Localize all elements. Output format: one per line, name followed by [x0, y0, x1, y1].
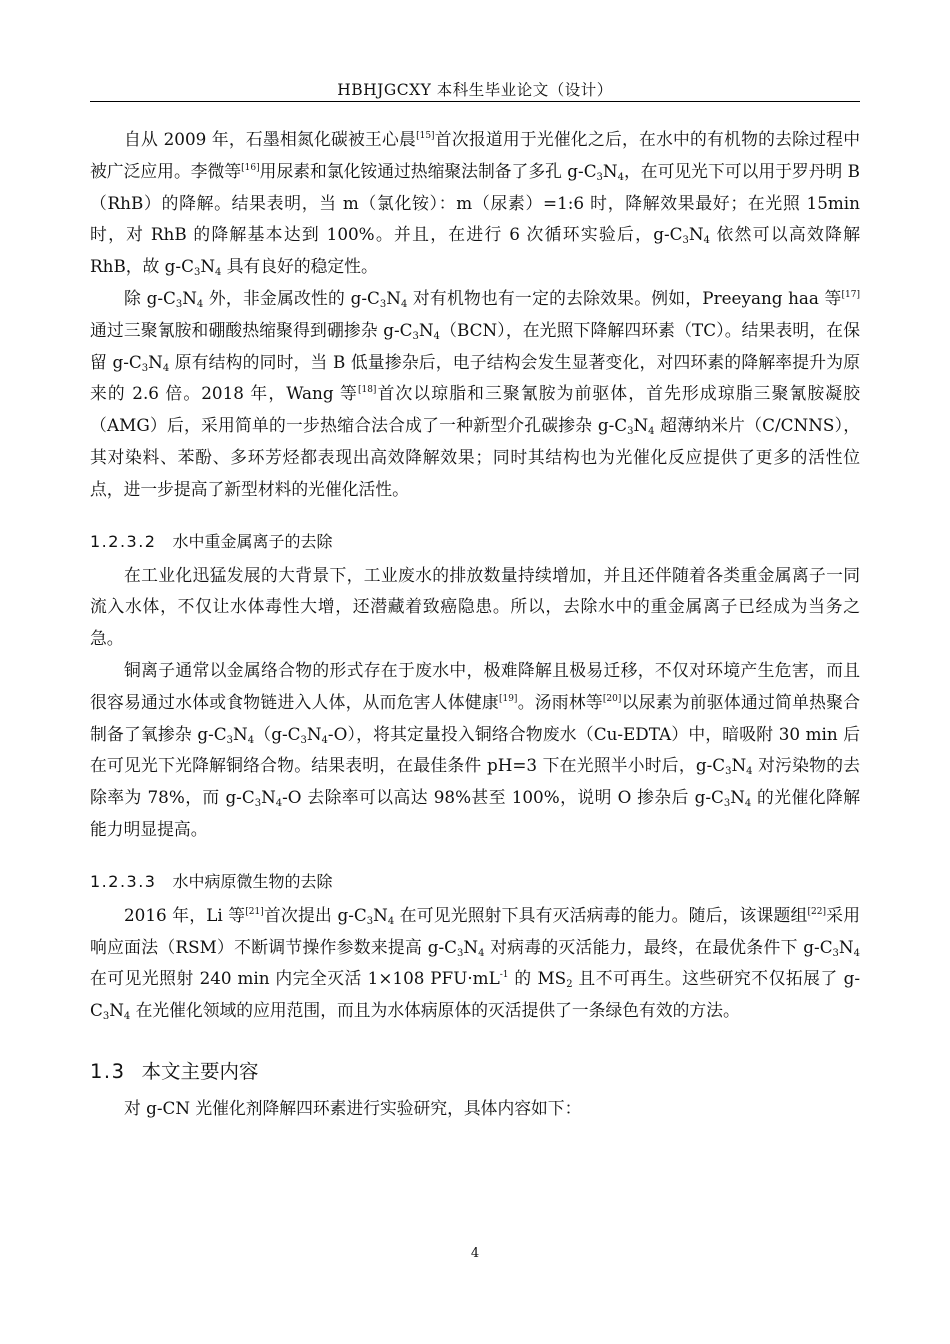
subscript: 4 — [744, 798, 752, 810]
subscript: 3 — [725, 766, 732, 778]
text-run: 在工业化迅猛发展的大背景下，工业废水的排放数量持续增加，并且还伴随着各类重金属离子一同流入水体，不仅让水体毒性大增，还潜藏着致癌隐患。所以，去除水中的重金属离子已经成为当务之急。 — [90, 564, 860, 649]
text-run: N — [261, 787, 276, 808]
subscript: 3 — [596, 171, 603, 183]
text-run: N — [200, 256, 215, 277]
text-run: ，在可见光下可以用于罗丹明 B（RhB）的降解。结果表明，当 m（氯化铵）：m（尿素）=1:6 时，降解效果最好；在光照 15min 时，对 RhB 的降解基本达到 100%。并且，在进行 6 次循环实验后，g-C — [90, 160, 860, 245]
text-run: N — [386, 287, 401, 308]
subscript: 3 — [300, 734, 307, 746]
subscript: 3 — [832, 947, 839, 959]
subscript: 4 — [215, 267, 222, 279]
section-number: 1.2.3.2 — [90, 531, 157, 551]
subscript: 3 — [627, 426, 634, 438]
text-run: 对病毒的灭活能力，最终，在最优条件下 g-C — [484, 936, 833, 957]
subscript: 4 — [703, 235, 710, 247]
text-run: N — [109, 1000, 124, 1021]
subscript: 4 — [433, 330, 440, 342]
body-paragraph — [90, 655, 860, 846]
text-run: N — [182, 287, 197, 308]
text-run: N — [418, 319, 434, 340]
text-run: 且不可再生。这些研究不仅拓展了 g-C — [90, 968, 860, 1021]
section-heading — [90, 528, 860, 556]
chapter-section-heading — [90, 1057, 860, 1087]
subscript: 3 — [102, 1011, 110, 1023]
superscript: [22] — [807, 906, 827, 917]
text-run: N — [731, 755, 747, 776]
subscript: 4 — [275, 798, 283, 810]
text-run: 对有机物也有一定的去除效果。例如，Preeyang haa 等 — [407, 287, 842, 308]
superscript: [19] — [498, 693, 518, 704]
subscript: 4 — [853, 947, 860, 959]
body-paragraph — [90, 283, 860, 506]
text-run: 的 MS — [508, 968, 567, 989]
text-run: N — [373, 904, 388, 925]
text-run: 首次提出 g-C — [263, 904, 367, 925]
subscript: 4 — [321, 734, 328, 746]
subscript: 4 — [478, 947, 485, 959]
superscript: -1 — [499, 970, 509, 981]
page-number: 4 — [470, 1246, 480, 1261]
superscript: [18] — [357, 385, 377, 396]
text-run: 除 g-C — [124, 287, 176, 308]
text-run: 首次以琼脂和三聚氰胺为前驱体，首先形成琼脂三聚氰胺凝胶（AMG）后，采用简单的一步热缩合法合成了一种新型介孔碳掺杂 g-C — [90, 383, 860, 436]
superscript: [16] — [241, 162, 260, 173]
text-run: N — [730, 787, 745, 808]
text-run: 依然可以高效降解 RhB，故 g-C — [90, 224, 860, 277]
text-run: 超薄纳米片（C/CNNS），其对染料、苯酚、多环芳烃都表现出高效降解效果；同时其结构也为光催化反应提供了更多的活性位点，进一步提高了新型材料的光催化活性。 — [90, 415, 860, 499]
subscript: 3 — [682, 235, 689, 247]
subscript: 3 — [226, 734, 233, 746]
body-paragraph — [90, 560, 860, 655]
text-run: 2016 年，Li 等 — [124, 904, 246, 925]
text-run: 在可见光照射下具有灭活病毒的能力。随后，该课题组 — [394, 904, 808, 925]
body-paragraph — [90, 900, 860, 1027]
text-run: 铜离子通常以金属络合物的形式存在于废水中，极难降解且极易迁移，不仅对环境产生危害，而且很容易通过水体或食物链进入人体，从而危害人体健康 — [90, 659, 860, 712]
subscript: 3 — [457, 947, 464, 959]
text-run: 对 g-CN 光催化剂降解四环素进行实验研究，具体内容如下： — [124, 1097, 582, 1118]
subscript: 3 — [379, 298, 387, 310]
subscript: 3 — [175, 298, 183, 310]
text-run: N — [633, 415, 649, 436]
subscript: 3 — [254, 798, 262, 810]
text-run: N — [838, 936, 854, 957]
subscript: 4 — [162, 362, 170, 374]
subscript: 2 — [566, 979, 573, 991]
subscript: 4 — [123, 1011, 131, 1023]
section-title: 水中重金属离子的去除 — [172, 531, 333, 551]
text-run: 具有良好的稳定性。 — [221, 256, 378, 277]
text-run: N — [306, 723, 322, 744]
subscript: 4 — [648, 426, 655, 438]
text-run: -O 去除率可以高达 98%甚至 100%，说明 O 掺杂后 g-C — [282, 787, 724, 808]
section-heading — [90, 868, 860, 896]
text-run: （BCN），在光照下降解四环素（TC）。结果表明，在保留 g-C — [90, 319, 860, 372]
subscript: 3 — [412, 330, 419, 342]
subscript: 3 — [366, 915, 374, 927]
text-run: 在可见光照射 240 min 内完全灭活 1×108 PFU·mL — [90, 968, 500, 989]
text-run: 对污染物的去除率为 78%，而 g-C — [90, 755, 860, 808]
running-header: HBHJGCXY 本科生毕业论文（设计） — [337, 81, 613, 99]
text-run: 采用响应面法（RSM）不断调节操作参数来提高 g-C — [90, 904, 860, 957]
page-body — [90, 124, 860, 1125]
text-run: -O），将其定量投入铜络合物废水（Cu-EDTA）中，暗吸附 30 min 后在可见光下光降解铜络合物。结果表明，在最佳条件 pH=3 下在光照半小时后，g-C — [90, 723, 860, 776]
text-run: 原有结构的同时，当 B 低量掺杂后，电子结构会发生显著变化，对四环素的降解率提升为原来的 2.6 倍。2018 年，Wang 等 — [90, 351, 860, 404]
text-run: 。汤雨林等 — [517, 691, 603, 712]
subscript: 4 — [387, 915, 395, 927]
superscript: [20] — [602, 693, 622, 704]
text-run: 以尿素为前驱体通过简单热聚合 制备了氧掺杂 g-C — [90, 691, 860, 744]
section-number: 1.3 — [90, 1059, 126, 1083]
subscript: 3 — [141, 362, 149, 374]
subscript: 3 — [723, 798, 731, 810]
text-run: N — [602, 160, 618, 181]
subscript: 4 — [196, 298, 204, 310]
text-run: N — [233, 723, 248, 744]
text-run: N — [688, 224, 704, 245]
text-run: （g-C — [254, 723, 301, 744]
section-number: 1.2.3.3 — [90, 871, 157, 891]
text-run: 在光催化领域的应用范围，而且为水体病原体的灭活提供了一条绿色有效的方法。 — [130, 1000, 740, 1021]
subscript: 4 — [400, 298, 408, 310]
text-run: N — [463, 936, 479, 957]
subscript: 4 — [247, 734, 255, 746]
text-run: 外，非金属改性的 g-C — [203, 287, 380, 308]
superscript: [21] — [245, 906, 264, 917]
subscript: 3 — [193, 267, 201, 279]
text-run: 用尿素和氯化铵通过热缩聚法制备了多孔 g-C — [259, 160, 597, 181]
header-divider — [90, 101, 860, 102]
section-title: 本文主要内容 — [141, 1059, 259, 1083]
subscript: 4 — [746, 766, 753, 778]
text-run: 的光催化降解能力明显提高。 — [90, 787, 860, 839]
body-paragraph — [90, 124, 860, 283]
text-run: 通过三聚氰胺和硼酸热缩聚得到硼掺杂 g-C — [90, 319, 413, 340]
text-run: 首次报道用于光催化之后，在水中的有机物的去除过程中被广泛应用。李微等 — [90, 129, 860, 181]
section-title: 水中病原微生物的去除 — [172, 871, 333, 891]
subscript: 4 — [617, 171, 624, 183]
superscript: [15] — [416, 131, 435, 141]
text-run: 自从 2009 年，石墨相氮化碳被王心晨 — [124, 129, 417, 149]
body-paragraph — [90, 1093, 860, 1125]
superscript: [17] — [841, 289, 860, 300]
text-run: N — [148, 351, 163, 372]
